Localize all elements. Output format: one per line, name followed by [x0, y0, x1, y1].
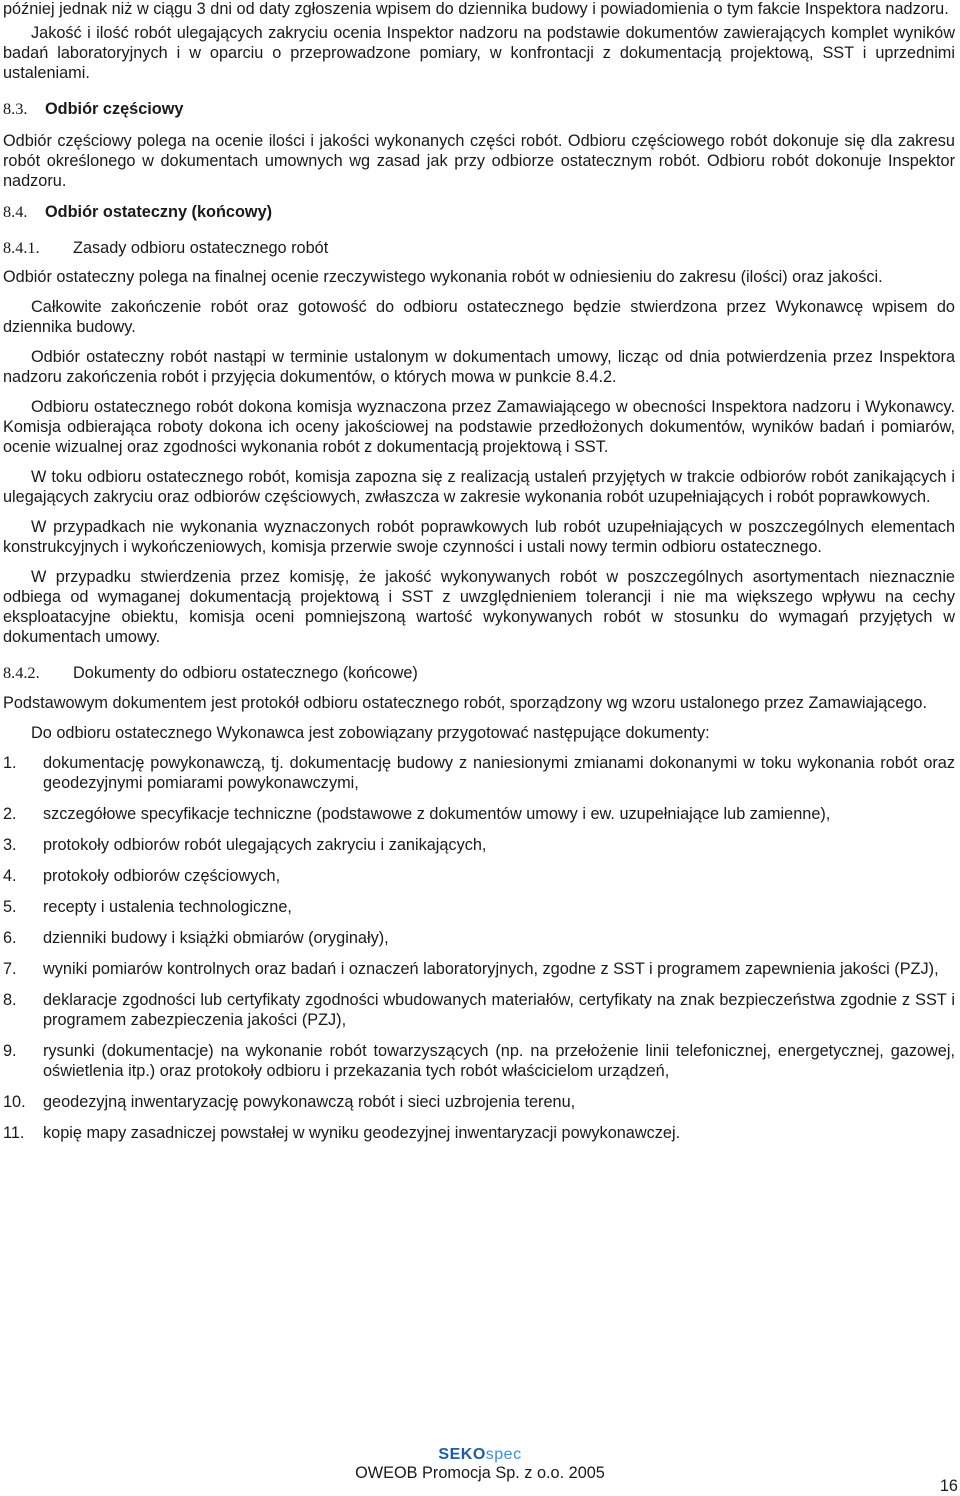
- section-heading-8-4-1: [3, 238, 955, 258]
- list-item-number: 5.: [3, 898, 17, 916]
- list-item-text: dokumentację powykonawczą, tj. dokumentację budowy z naniesionymi zmianami dokonanymi w toku wykonania robót oraz geodezyjnymi pomiarami powykonawczymi,: [43, 754, 955, 792]
- paragraph-intro-1: później jednak niż w ciągu 3 dni od daty zgłoszenia wpisem do dziennika budowy i powiadomienia o tym fakcie Inspektora nadzoru.: [3, 0, 949, 18]
- paragraph-8-4-1-g: W przypadku stwierdzenia przez komisję, że jakość wykonywanych robót w poszczególnych asortymentach nieznacznie odbiega od wymaganej dokumentacją projektową i SST z uwzględnieniem tolerancji i nie ma większego wpływu na cechy eksploatacyjne obiektu, komisja oceni pomniejszoną wartość wykonywanych robót w stosunku do wymagań przyjętych w dokumentach umowy.: [3, 568, 955, 646]
- section-title: Dokumenty do odbioru ostatecznego (końcowe): [73, 664, 418, 682]
- list-item-text: dzienniki budowy i książki obmiarów (oryginały),: [43, 929, 389, 947]
- list-item-number: 9.: [3, 1042, 17, 1060]
- documents-list: [3, 753, 955, 1143]
- list-item: [3, 959, 955, 979]
- paragraph-8-4-1-f: W przypadkach nie wykonania wyznaczonych robót poprawkowych lub robót uzupełniających w poszczególnych elementach konstrukcyjnych i wykończeniowych, komisja przerwie swoje czynności i ustali nowy termin odbioru ostatecznego.: [3, 518, 955, 556]
- logo-part-seko: SEKO: [438, 1446, 486, 1463]
- paragraph-8-4-1-a: Odbiór ostateczny polega na finalnej ocenie rzeczywistego wykonania robót w odniesieniu do zakresu (ilości) oraz jakości.: [3, 268, 883, 286]
- list-item: [3, 1092, 955, 1112]
- section-number: 8.4.2.: [3, 663, 40, 682]
- list-item: [3, 897, 955, 917]
- section-title: Odbiór częściowy: [45, 100, 184, 118]
- paragraph-8-4-1-c: Odbiór ostateczny robót nastąpi w terminie ustalonym w dokumentach umowy, licząc od dnia potwierdzenia przez Inspektora nadzoru zakończenia robót i przyjęcia dokumentów, o których mowa w punkcie 8.4.2.: [3, 348, 955, 386]
- section-number: 8.3.: [3, 99, 28, 118]
- list-item-number: 2.: [3, 805, 17, 823]
- list-item-number: 4.: [3, 867, 17, 885]
- list-item: [3, 1041, 955, 1081]
- list-item: [3, 753, 955, 793]
- section-number: 8.4.: [3, 202, 28, 221]
- logo-part-spec: spec: [485, 1446, 522, 1463]
- list-item-number: 3.: [3, 836, 17, 854]
- list-item: [3, 866, 955, 886]
- list-item-text: kopię mapy zasadniczej powstałej w wyniku geodezyjnej inwentaryzacji powykonawczej.: [43, 1124, 681, 1142]
- section-number: 8.4.1.: [3, 238, 40, 257]
- list-item-number: 6.: [3, 929, 17, 947]
- list-item-number: 1.: [3, 754, 17, 772]
- paragraph-8-4-1-b: Całkowite zakończenie robót oraz gotowość do odbioru ostatecznego będzie stwierdzona przez Wykonawcę wpisem do dziennika budowy.: [3, 298, 955, 336]
- list-item-number: 7.: [3, 960, 17, 978]
- section-title: Odbiór ostateczny (końcowy): [45, 203, 273, 221]
- list-item-number: 8.: [3, 991, 17, 1009]
- list-item-text: szczegółowe specyfikacje techniczne (podstawowe z dokumentów umowy i ew. uzupełniające lub zamienne),: [43, 805, 831, 823]
- list-item: [3, 835, 955, 855]
- list-item-number: 11.: [3, 1124, 25, 1142]
- section-heading-8-4-2: [3, 663, 955, 683]
- list-item: [3, 804, 955, 824]
- list-item-text: protokoły odbiorów częściowych,: [43, 867, 281, 885]
- list-item: [3, 990, 955, 1030]
- footer-logo: [0, 1444, 960, 1465]
- paragraph-intro-2: Jakość i ilość robót ulegających zakryciu ocenia Inspektor nadzoru na podstawie dokumentów zawierających komplet wyników badań laboratoryjnych i w oparciu o przeprowadzone pomiary, w konfrontacji z dokumentacją projektową, SST i uprzednimi ustaleniami.: [3, 24, 955, 82]
- list-item-text: protokoły odbiorów robót ulegających zakryciu i zanikających,: [43, 836, 487, 854]
- footer-company: OWEOB Promocja Sp. z o.o. 2005: [355, 1464, 605, 1482]
- list-item: [3, 928, 955, 948]
- paragraph-8-4-1-e: W toku odbioru ostatecznego robót, komisja zapozna się z realizacją ustaleń przyjętych w trakcie odbiorów robót zanikających i ulegających zakryciu oraz odbiorów częściowych, zwłaszcza w zakresie wykonania robót uzupełniających i robót poprawkowych.: [3, 468, 955, 506]
- list-item-number: 10.: [3, 1093, 26, 1111]
- list-item-text: wyniki pomiarów kontrolnych oraz badań i oznaczeń laboratoryjnych, zgodne z SST i programem zapewnienia jakości (PZJ),: [43, 960, 939, 978]
- section-heading-8-3: [3, 99, 955, 119]
- paragraph-8-3: Odbiór częściowy polega na ocenie ilości i jakości wykonanych części robót. Odbioru częściowego robót dokonuje się dla zakresu robót określonego w dokumentach umownych wg zasad jak przy odbiorze ostatecznym robót. Odbioru robót dokonuje Inspektor nadzoru.: [3, 132, 955, 190]
- list-item-text: rysunki (dokumentacje) na wykonanie robót towarzyszących (np. na przełożenie linii telefonicznej, energetycznej, gazowej, oświetlenia itp.) oraz protokoły odbioru i przekazania tych robót właścicielom urządzeń,: [43, 1042, 955, 1080]
- list-item-text: geodezyjną inwentaryzację powykonawczą robót i sieci uzbrojenia terenu,: [43, 1093, 576, 1111]
- list-item-text: deklaracje zgodności lub certyfikaty zgodności wbudowanych materiałów, certyfikaty na znak bezpieczeństwa zgodnie z SST i programem zabezpieczenia jakości (PZJ),: [43, 991, 955, 1029]
- page-number: 16: [939, 1477, 958, 1495]
- section-heading-8-4: [3, 202, 955, 222]
- paragraph-8-4-2-a: Podstawowym dokumentem jest protokół odbioru ostatecznego robót, sporządzony wg wzoru ustalonego przez Zamawiającego.: [3, 694, 928, 712]
- list-item: [3, 1123, 955, 1143]
- paragraph-8-4-2-b: Do odbioru ostatecznego Wykonawca jest zobowiązany przygotować następujące dokumenty:: [31, 724, 710, 742]
- section-title: Zasady odbioru ostatecznego robót: [73, 239, 329, 257]
- paragraph-8-4-1-d: Odbioru ostatecznego robót dokona komisja wyznaczona przez Zamawiającego w obecności Inspektora nadzoru i Wykonawcy. Komisja odbierająca roboty dokona ich oceny jakościowej na podstawie przedłożonych dokumentów, wyników badań i pomiarów, ocenie wizualnej oraz zgodności wykonania robót z dokumentacją projektową i SST.: [3, 398, 955, 456]
- list-item-text: recepty i ustalenia technologiczne,: [43, 898, 292, 916]
